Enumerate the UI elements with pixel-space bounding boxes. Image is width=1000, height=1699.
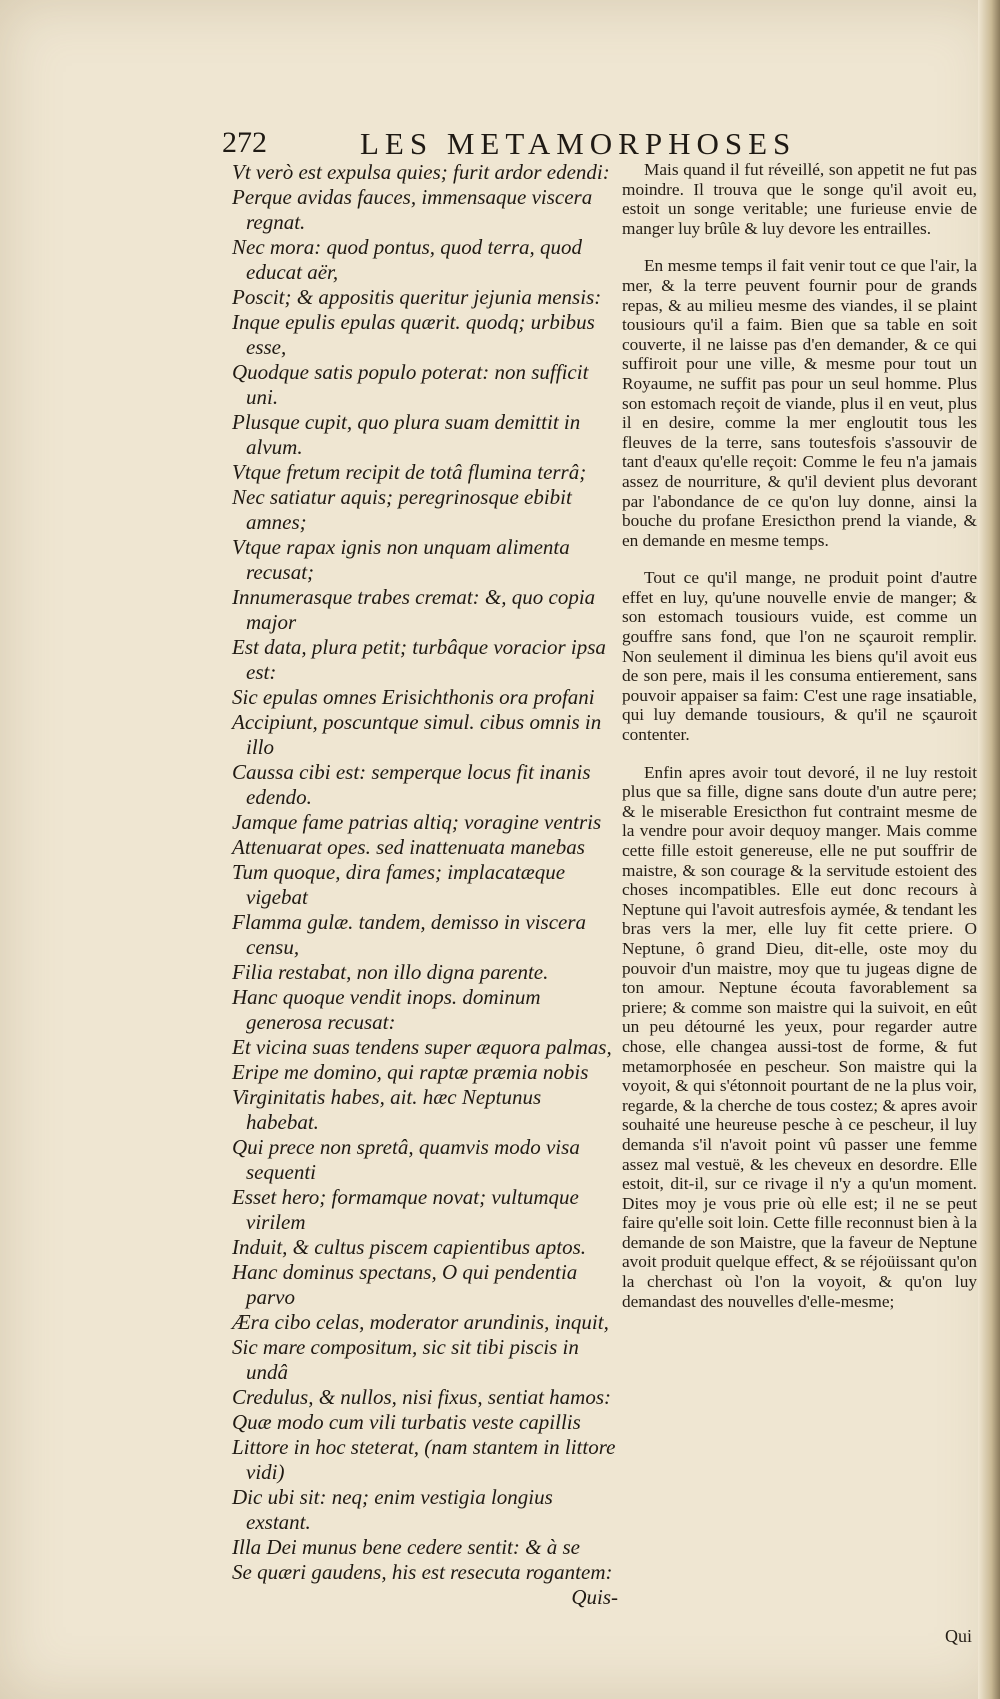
latin-catchword: Quis- — [571, 1585, 618, 1609]
verse-line: Attenuarat opes. sed inattenuata manebas — [232, 835, 585, 859]
verse-line: Nec satiatur aquis; peregrinosque ebibit amnes; — [232, 485, 572, 534]
page-header — [222, 124, 862, 164]
verse-line: Plusque cupit, quo plura suam demittit in alvum. — [232, 410, 581, 459]
verse-line: Filia restabat, non illo digna parente. — [232, 960, 549, 984]
verse-line: Nec mora: quod pontus, quod terra, quod educat aër, — [232, 235, 582, 284]
french-paragraph: Tout ce qu'il mange, ne produit point d'autre effet en luy, qu'une nouvelle envie de manger; & son estomach tousiours vuide, est comme un gouffre sans fond, que l'on ne sçauroit remplir. Non seulement il diminua les biens qu'il avoit eus de son pere, mais il les consuma entierement, sans pouvoir appaiser sa faim: C'est une rage insatiable, qui luy demande tousiours, & qu'il ne sçauroit contenter. — [622, 568, 977, 745]
french-prose-column — [622, 160, 977, 1329]
verse-line: Æra cibo celas, moderator arundinis, inquit, — [232, 1310, 609, 1334]
french-paragraph: En mesme temps il fait venir tout ce que l'air, la mer, & la terre peuvent fournir pour de grands repas, & au milieu mesme des viandes, il se plaint tousiours qu'il a faim. Bien que sa table en soit couverte, il ne laisse pas d'en demander, & ce qui suffiroit pour une ville, & mesme pour tout un Royaume, ne suffit pas pour un seul homme. Plus son estomach reçoit de viande, plus il en veut, plus il en desire, comme la mer engloutit tous les fleuves de la terre, sans toutesfois s'assouvir de tant d'eaux qu'elle reçoit: Comme le feu n'a jamais assez de nourriture, & qu'il devient plus devorant par l'abondance de ce qu'on luy donne, ainsi la bouche du profane Eresicthon prend la viande, & en demande en mesme temps. — [622, 256, 977, 550]
verse-line: Eripe me domino, qui raptæ præmia nobis — [232, 1060, 589, 1084]
verse-line: Virginitatis habes, ait. hæc Neptunus habebat. — [232, 1085, 542, 1134]
verse-line: Littore in hoc steterat, (nam stantem in littore vidi) — [232, 1435, 616, 1484]
latin-verse-column — [232, 160, 618, 1610]
page-number: 272 — [222, 126, 267, 159]
verse-line: Poscit; & appositis queritur jejunia mensis: — [232, 285, 602, 309]
verse-line: Esset hero; formamque novat; vultumque virilem — [232, 1185, 579, 1234]
verse-line: Flamma gulæ. tandem, demisso in viscera censu, — [232, 910, 587, 959]
verse-line: Quæ modo cum vili turbatis veste capillis — [232, 1410, 581, 1434]
verse-line: Induit, & cultus piscem capientibus aptos. — [232, 1235, 587, 1259]
french-paragraph: Enfin apres avoir tout devoré, il ne luy restoit plus que sa fille, digne sans doute d'un autre pere; & le miserable Eresicthon fut contraint mesme de la vendre pour avoir dequoy manger. Mais comme cette fille estoit genereuse, elle ne put souffrir de maistre, & son courage & la servitude estoient des choses incompatibles. Elle eut donc recours à Neptune qui l'avoit autresfois aymée, & tendant les bras vers la mer, elle luy fit cette priere. O Neptune, ô grand Dieu, dit-elle, oste moy du pouvoir d'un maistre, moy que tu jugeas digne de ton amour. Neptune écouta favorablement sa priere; & comme son maistre qui la suivoit, en eût un peu détourné les yeux, pour regarder autre chose, elle changea aussi-tost de forme, & fut metamorphosée en pescheur. Son maistre qui la voyoit, & qui s'étonnoit pourtant de ne la plus voir, regarde, & la cherche de tous costez; & apres avoir souhaité une heureuse pesche à ce pescheur, il luy demanda s'il n'avoit point vû passer une femme assez mal vestuë, & les cheveux en desordre. Elle estoit, dit-il, sur ce rivage il n'y a qu'un moment. Dites moy je vous prie où elle est; il ne se peut faire qu'elle soit loin. Cette fille reconnust bien à la demande de son Maistre, que la faveur de Neptune avoit produit quelque effect, & se réjoüissant qu'on la cherchast où l'on la voyoit, & qu'on luy demandast des nouvelles d'elle-mesme; — [622, 762, 977, 1311]
verse-line: Quodque satis populo poterat: non sufficit uni. — [232, 360, 589, 409]
verse-line: Vtque rapax ignis non unquam alimenta recusat; — [232, 535, 570, 584]
french-catchword: Qui — [945, 1626, 972, 1646]
verse-line: Credulus, & nullos, nisi fixus, sentiat hamos: — [232, 1385, 611, 1409]
verse-line: Jamque fame patrias altiq; voragine ventris — [232, 810, 602, 834]
verse-line: Qui prece non spretâ, quamvis modo visa sequenti — [232, 1135, 580, 1184]
verse-line: Et vicina suas tendens super æquora palmas, — [232, 1035, 612, 1059]
verse-line: Sic epulas omnes Erisichthonis ora profani — [232, 685, 595, 709]
verse-line: Perque avidas fauces, immensaque viscera regnat. — [232, 185, 593, 234]
verse-line: Accipiunt, poscuntque simul. cibus omnis in illo — [232, 710, 602, 759]
verse-line: Dic ubi sit: neq; enim vestigia longius exstant. — [232, 1485, 553, 1534]
running-title: LES METAMORPHOSES — [360, 126, 797, 161]
verse-line: Hanc dominus spectans, O qui pendentia parvo — [232, 1260, 578, 1309]
verse-line: Hanc quoque vendit inops. dominum generosa recusat: — [232, 985, 541, 1034]
verse-line: Se quæri gaudens, his est resecuta rogantem: — [232, 1560, 613, 1584]
french-paragraph: Mais quand il fut réveillé, son appetit ne fut pas moindre. Il trouva que le songe qu'il avoit eu, estoit un songe veritable; une furieuse envie de manger luy brûle & luy devore les entrailles. — [622, 160, 977, 238]
verse-line: Vtque fretum recipit de totâ flumina terrâ; — [232, 460, 587, 484]
verse-line: Vt verò est expulsa quies; furit ardor edendi: — [232, 160, 610, 184]
verse-line: Est data, plura petit; turbâque voracior ipsa est: — [232, 635, 606, 684]
verse-line: Caussa cibi est: semperque locus fit inanis edendo. — [232, 760, 591, 809]
verse-line: Sic mare compositum, sic sit tibi piscis in undâ — [232, 1335, 579, 1384]
verse-line: Illa Dei munus bene cedere sentit: & à se — [232, 1535, 580, 1559]
verse-line: Inque epulis epulas quærit. quodq; urbibus esse, — [232, 310, 595, 359]
verse-line: Tum quoque, dira fames; implacatæque vigebat — [232, 860, 566, 909]
page-gutter — [978, 0, 1000, 1699]
verse-line: Innumerasque trabes cremat: &, quo copia major — [232, 585, 596, 634]
